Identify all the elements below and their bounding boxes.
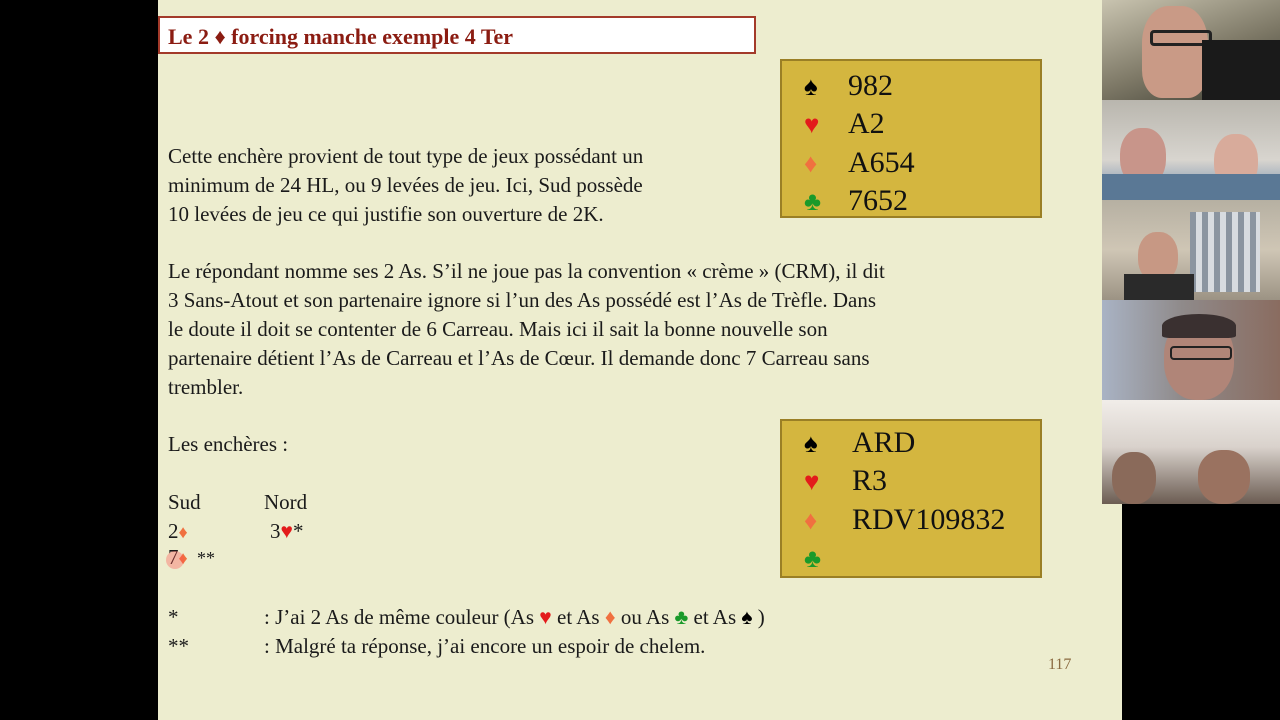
auction-header-sud: Sud bbox=[168, 490, 201, 514]
hand-row bbox=[804, 503, 1005, 537]
diamond-icon: ♦ bbox=[178, 548, 188, 568]
diamond-icon: ♦ bbox=[178, 522, 188, 542]
page-number: 117 bbox=[1048, 656, 1072, 673]
spade-icon: ♠ bbox=[741, 605, 753, 629]
explanation-line: 3 Sans-Atout et son partenaire ignore si l’un des As possédé est l’As de Trèfle. Dans bbox=[168, 288, 877, 312]
presentation-slide bbox=[158, 0, 1122, 720]
participant-face bbox=[1198, 450, 1250, 504]
club-icon: ♣ bbox=[674, 605, 689, 629]
diamond-icon: ♦ bbox=[604, 605, 616, 629]
hand-cards: RDV109832 bbox=[852, 503, 1006, 536]
participant-video-2[interactable] bbox=[1102, 100, 1280, 200]
note-2-mark: ** bbox=[168, 634, 189, 658]
heart-icon: ♥ bbox=[804, 110, 820, 139]
bid-mark: ** bbox=[196, 548, 215, 568]
heart-icon: ♥ bbox=[539, 605, 552, 629]
participant-video-3[interactable] bbox=[1102, 200, 1280, 300]
hand-cards: 982 bbox=[848, 69, 893, 102]
hand-cards: A2 bbox=[848, 107, 885, 140]
north-hand-box bbox=[780, 59, 1042, 218]
participant-face bbox=[1112, 452, 1156, 504]
note-2-text: : Malgré ta réponse, j’ai encore un espoir de chelem. bbox=[264, 634, 706, 658]
auction-label: Les enchères : bbox=[168, 432, 289, 456]
club-icon: ♣ bbox=[804, 187, 822, 216]
explanation-line: Le répondant nomme ses 2 As. S’il ne joue pas la convention « crème » (CRM), il dit bbox=[168, 259, 885, 283]
heart-icon: ♥ bbox=[804, 467, 820, 496]
bid-level: 7 bbox=[168, 545, 179, 569]
bid-level: 2 bbox=[168, 519, 179, 543]
spade-icon: ♠ bbox=[804, 429, 818, 458]
hand-row bbox=[804, 184, 908, 218]
explanation-line: le doute il doit se contenter de 6 Carreau. Mais ici il sait la bonne nouvelle son bbox=[168, 317, 828, 341]
hand-row bbox=[804, 69, 893, 103]
slide-title-box bbox=[158, 16, 756, 54]
hand-cards: A654 bbox=[848, 146, 915, 179]
heart-icon: ♥ bbox=[280, 519, 293, 543]
hand-row bbox=[804, 541, 852, 575]
participant-hair bbox=[1162, 314, 1236, 338]
auction-header-nord: Nord bbox=[264, 490, 308, 514]
note-text: et As bbox=[551, 605, 605, 629]
explanation-line: partenaire détient l’As de Carreau et l’As de Cœur. Il demande donc 7 Carreau sans bbox=[168, 346, 870, 370]
bookshelf bbox=[1190, 212, 1260, 292]
cursor-highlight-icon bbox=[166, 551, 184, 569]
hand-row bbox=[804, 464, 887, 498]
explanation-line: trembler. bbox=[168, 375, 244, 399]
sud-bid-2 bbox=[168, 543, 215, 573]
hand-cards: 7652 bbox=[848, 184, 908, 217]
note-text: : J’ai 2 As de même couleur (As bbox=[264, 605, 540, 629]
club-icon: ♣ bbox=[804, 544, 822, 573]
bid-level: 3 bbox=[270, 519, 281, 543]
diamond-icon: ♦ bbox=[804, 149, 818, 178]
explanation-paragraph bbox=[168, 257, 885, 402]
intro-paragraph bbox=[168, 142, 643, 229]
glasses-icon bbox=[1170, 346, 1232, 360]
intro-line: minimum de 24 HL, ou 9 levées de jeu. Ici, Sud possède bbox=[168, 173, 643, 197]
participant-face bbox=[1142, 6, 1208, 98]
note-text: et As bbox=[688, 605, 742, 629]
diamond-icon: ♦ bbox=[804, 506, 818, 535]
nord-bid-1 bbox=[270, 517, 303, 546]
intro-line: Cette enchère provient de tout type de jeux possédant un bbox=[168, 144, 644, 168]
hand-cards: R3 bbox=[852, 464, 888, 497]
slide-title: Le 2 ♦ forcing manche exemple 4 Ter bbox=[168, 24, 514, 49]
south-hand-box bbox=[780, 419, 1042, 578]
participant-clothing bbox=[1202, 40, 1280, 100]
note-1-mark: * bbox=[168, 605, 179, 629]
hand-row bbox=[804, 426, 915, 460]
participant-clothing bbox=[1124, 274, 1194, 300]
intro-line: 10 levées de jeu ce qui justifie son ouverture de 2K. bbox=[168, 202, 604, 226]
participant-video-1[interactable] bbox=[1102, 0, 1280, 100]
note-text: ou As bbox=[615, 605, 675, 629]
hand-row bbox=[804, 146, 915, 180]
spade-icon: ♠ bbox=[804, 72, 818, 101]
participant-clothing bbox=[1102, 174, 1280, 200]
participant-video-5[interactable] bbox=[1102, 400, 1280, 504]
hand-row bbox=[804, 107, 885, 141]
note-text: ) bbox=[752, 605, 765, 629]
bid-mark: * bbox=[292, 519, 304, 543]
note-1-text bbox=[264, 603, 765, 632]
participant-video-4[interactable] bbox=[1102, 300, 1280, 400]
hand-cards: ARD bbox=[852, 426, 916, 459]
